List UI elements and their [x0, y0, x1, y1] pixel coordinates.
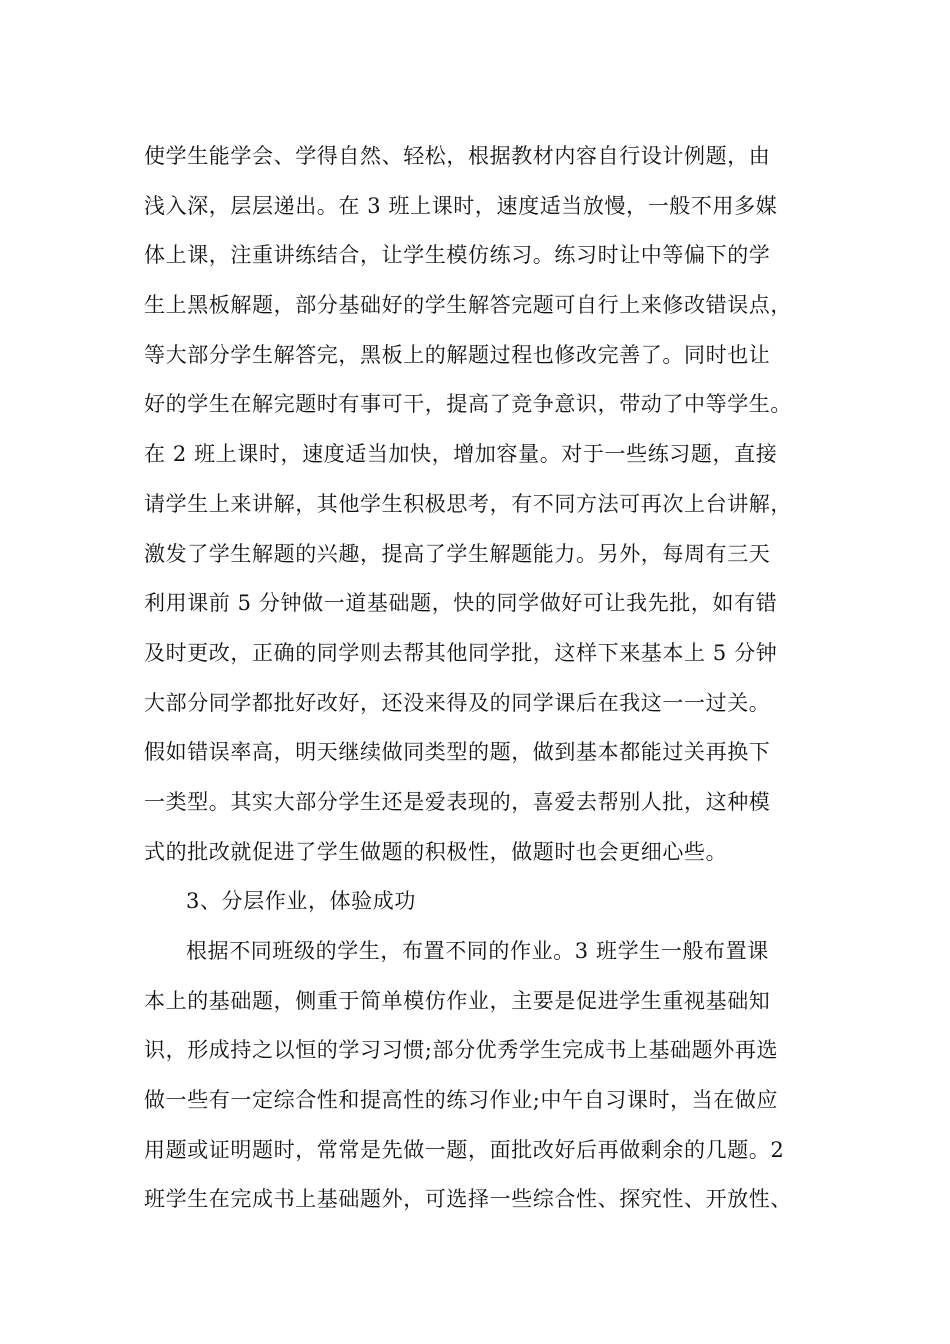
text-line: 识，形成持之以恒的学习习惯;部分优秀学生完成书上基础题外再选 [144, 1038, 779, 1063]
text-line: 式的批改就促进了学生做题的积极性，做题时也会更细心些。 [144, 839, 728, 864]
text-line: 一类型。其实大部分学生还是爱表现的，喜爱去帮别人批，这种模 [144, 789, 771, 814]
text-line: 浅入深，层层递出。在 3 班上课时，速度适当放慢，一般不用多媒 [144, 193, 778, 218]
text-line: 用题或证明题时，常常是先做一题，面批改好后再做剩余的几题。2 [144, 1137, 785, 1162]
text-line: 在 2 班上课时，速度适当加快，增加容量。对于一些练习题，直接 [144, 442, 778, 467]
text-line: 班学生在完成书上基础题外，可选择一些综合性、探究性、开放性、 [144, 1187, 792, 1212]
text-line: 请学生上来讲解，其他学生积极思考，有不同方法可再次上台讲解， [144, 491, 792, 516]
text-line: 利用课前 5 分钟做一道基础题，快的同学做好可让我先批，如有错 [144, 591, 778, 616]
text-line: 使学生能学会、学得自然、轻松，根据教材内容自行设计例题，由 [144, 144, 771, 168]
text-line: 体上课，注重讲练结合，让学生模仿练习。练习时让中等偏下的学 [144, 243, 771, 268]
text-line: 本上的基础题，侧重于简单模仿作业，主要是促进学生重视基础知 [144, 988, 771, 1013]
text-line: 及时更改，正确的同学则去帮其他同学批，这样下来基本上 5 分钟 [144, 640, 778, 665]
section-heading: 3、分层作业，体验成功 [186, 889, 416, 914]
text-line: 生上黑板解题，部分基础好的学生解答完题可自行上来修改错误点， [144, 293, 792, 318]
text-line: 做一些有一定综合性和提高性的练习作业;中午自习课时，当在做应 [144, 1088, 779, 1113]
text-line: 假如错误率高，明天继续做同类型的题，做到基本都能过关再换下 [144, 740, 771, 765]
body-text [144, 132, 834, 1225]
text-line: 等大部分学生解答完，黑板上的解题过程也修改完善了。同时也让 [144, 342, 771, 367]
text-line: 大部分同学都批好改好，还没来得及的同学课后在我这一一过关。 [144, 690, 771, 715]
text-line: 好的学生在解完题时有事可干，提高了竞争意识，带动了中等学生。 [144, 392, 792, 417]
text-line: 激发了学生解题的兴趣，提高了学生解题能力。另外，每周有三天 [144, 541, 771, 566]
text-line: 根据不同班级的学生，布置不同的作业。3 班学生一般布置课 [186, 939, 769, 963]
